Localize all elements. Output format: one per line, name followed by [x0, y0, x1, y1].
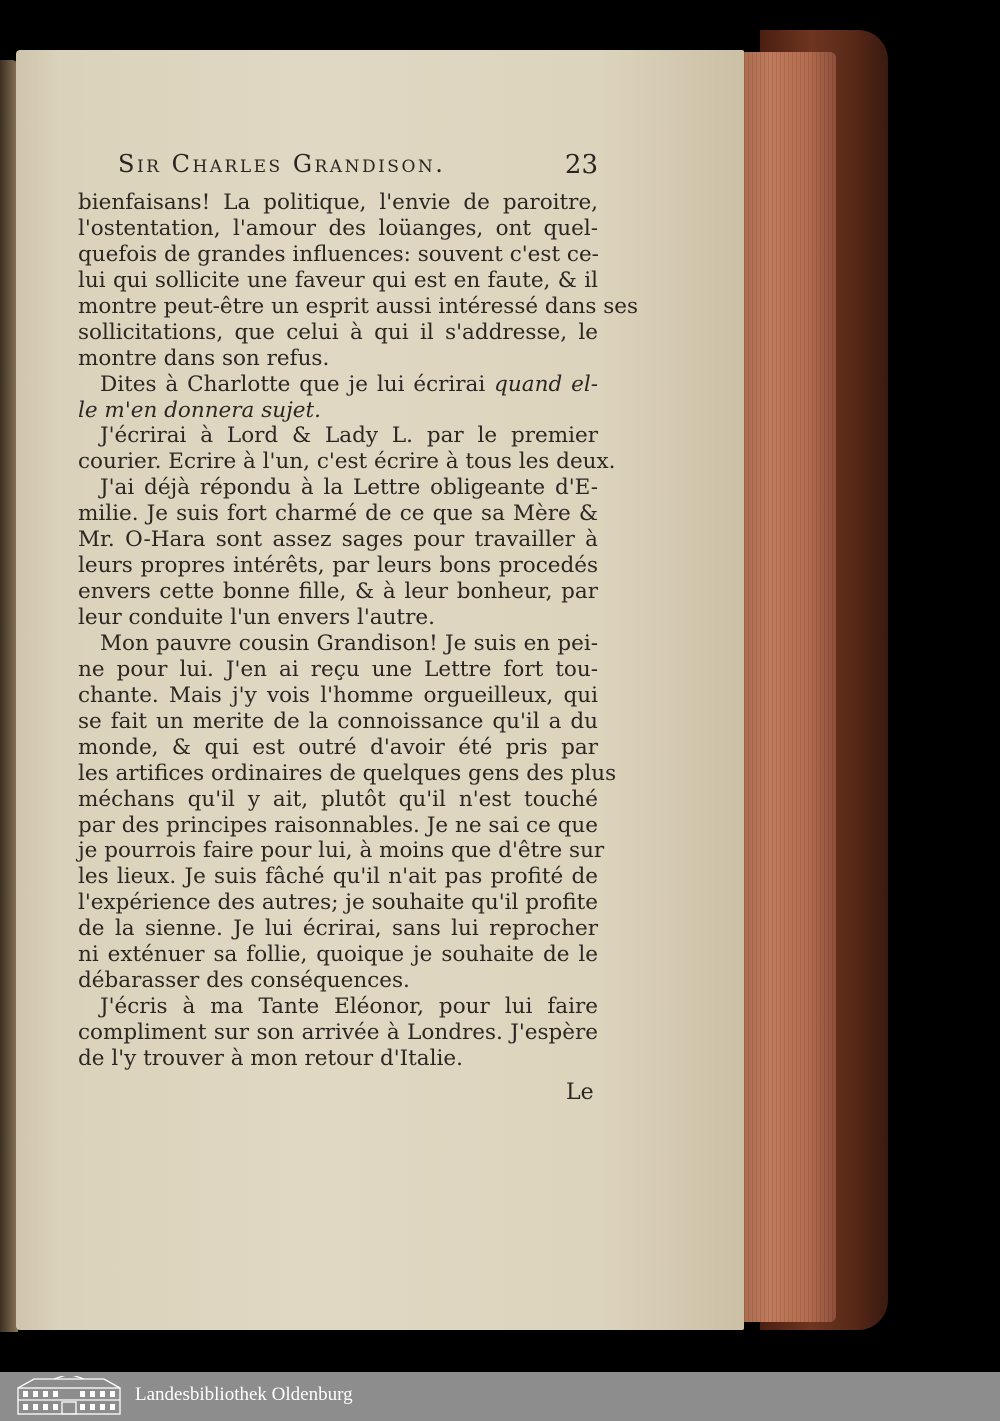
text-line: par des principes raisonnables. Je ne sai ce que	[78, 812, 598, 838]
text-line: de l'y trouver à mon retour d'Italie.	[78, 1045, 463, 1071]
text-line: se fait un merite de la connoissance qu'il a du	[78, 708, 598, 734]
italic-fragment: quand el-	[494, 371, 598, 397]
text-line: méchans qu'il y ait, plutôt qu'il n'est touché	[78, 786, 598, 812]
text-line: débarasser des conséquences.	[78, 968, 410, 994]
text-line: lui qui sollicite une faveur qui est en faute, & il	[78, 267, 598, 293]
text-line: ne pour lui. J'en ai reçu une Lettre fort tou-	[78, 656, 598, 682]
text-line: montre dans son refus.	[78, 345, 330, 371]
text-line: quefois de grandes influences: souvent c'est ce-	[78, 241, 599, 267]
text-line: J'ai déjà répondu à la Lettre obligeante d'E-	[100, 475, 598, 501]
text-line: monde, & qui est outré d'avoir été pris par	[78, 734, 598, 760]
text-line: chante. Mais j'y vois l'homme orgueilleux, qui	[78, 682, 598, 708]
text-line: envers cette bonne fille, & à leur bonheur, par	[78, 579, 598, 605]
footer-bar	[0, 1372, 1000, 1421]
text-line: je pourrois faire pour lui, à moins que d'être sur	[78, 838, 605, 864]
text-line-with-italic	[78, 372, 598, 398]
running-title: Sir Charles Grandison.	[118, 150, 446, 178]
text-line: montre peut-être un esprit aussi intéressé dans ses	[78, 293, 639, 319]
text-line: sollicitations, que celui à qui il s'addresse, le	[78, 319, 598, 345]
library-building-logo-icon	[14, 1376, 124, 1417]
text-line: Mr. O-Hara sont assez sages pour travailler à	[78, 527, 598, 553]
text-line: leurs propres intérêts, par leurs bons procedés	[78, 553, 598, 579]
text-line: les lieux. Je suis fâché qu'il n'ait pas profité de	[78, 864, 598, 890]
page-fore-edge	[740, 52, 836, 1322]
text-line: Mon pauvre cousin Grandison! Je suis en pei-	[100, 630, 598, 656]
catchword: Le	[566, 1080, 594, 1105]
text-line: compliment sur son arrivée à Londres. J'espère	[78, 1020, 598, 1045]
text-line: leur conduite l'un envers l'autre.	[78, 605, 435, 630]
text-line: J'écrirai à Lord & Lady L. par le premier	[100, 423, 598, 449]
library-name: Landesbibliothek Oldenburg	[135, 1384, 353, 1405]
text-line: milie. Je suis fort charmé de ce que sa Mère &	[78, 501, 598, 527]
text-line: J'écris à ma Tante Eléonor, pour lui faire	[100, 994, 598, 1020]
text-line: courier. Ecrire à l'un, c'est écrire à tous les deux.	[78, 449, 616, 475]
page-number: 23	[564, 150, 598, 180]
text-line: les artifices ordinaires de quelques gens des plus	[78, 760, 617, 786]
text-line: le m'en donnera sujet.	[78, 397, 321, 423]
text-line: l'ostentation, l'amour des loüanges, ont quel-	[78, 215, 598, 241]
text-line: ni exténuer sa follie, quoique je souhaite de le	[78, 942, 598, 968]
text-line-roman-part: Dites à Charlotte que je lui écrirai	[100, 371, 495, 397]
text-line: bienfaisans! La politique, l'envie de paroitre,	[78, 190, 598, 215]
page-header	[118, 150, 598, 190]
text-line: l'expérience des autres; je souhaite qu'il profite	[78, 890, 598, 916]
text-line: de la sienne. Je lui écrirai, sans lui reprocher	[78, 916, 598, 942]
body-text	[78, 190, 639, 1072]
